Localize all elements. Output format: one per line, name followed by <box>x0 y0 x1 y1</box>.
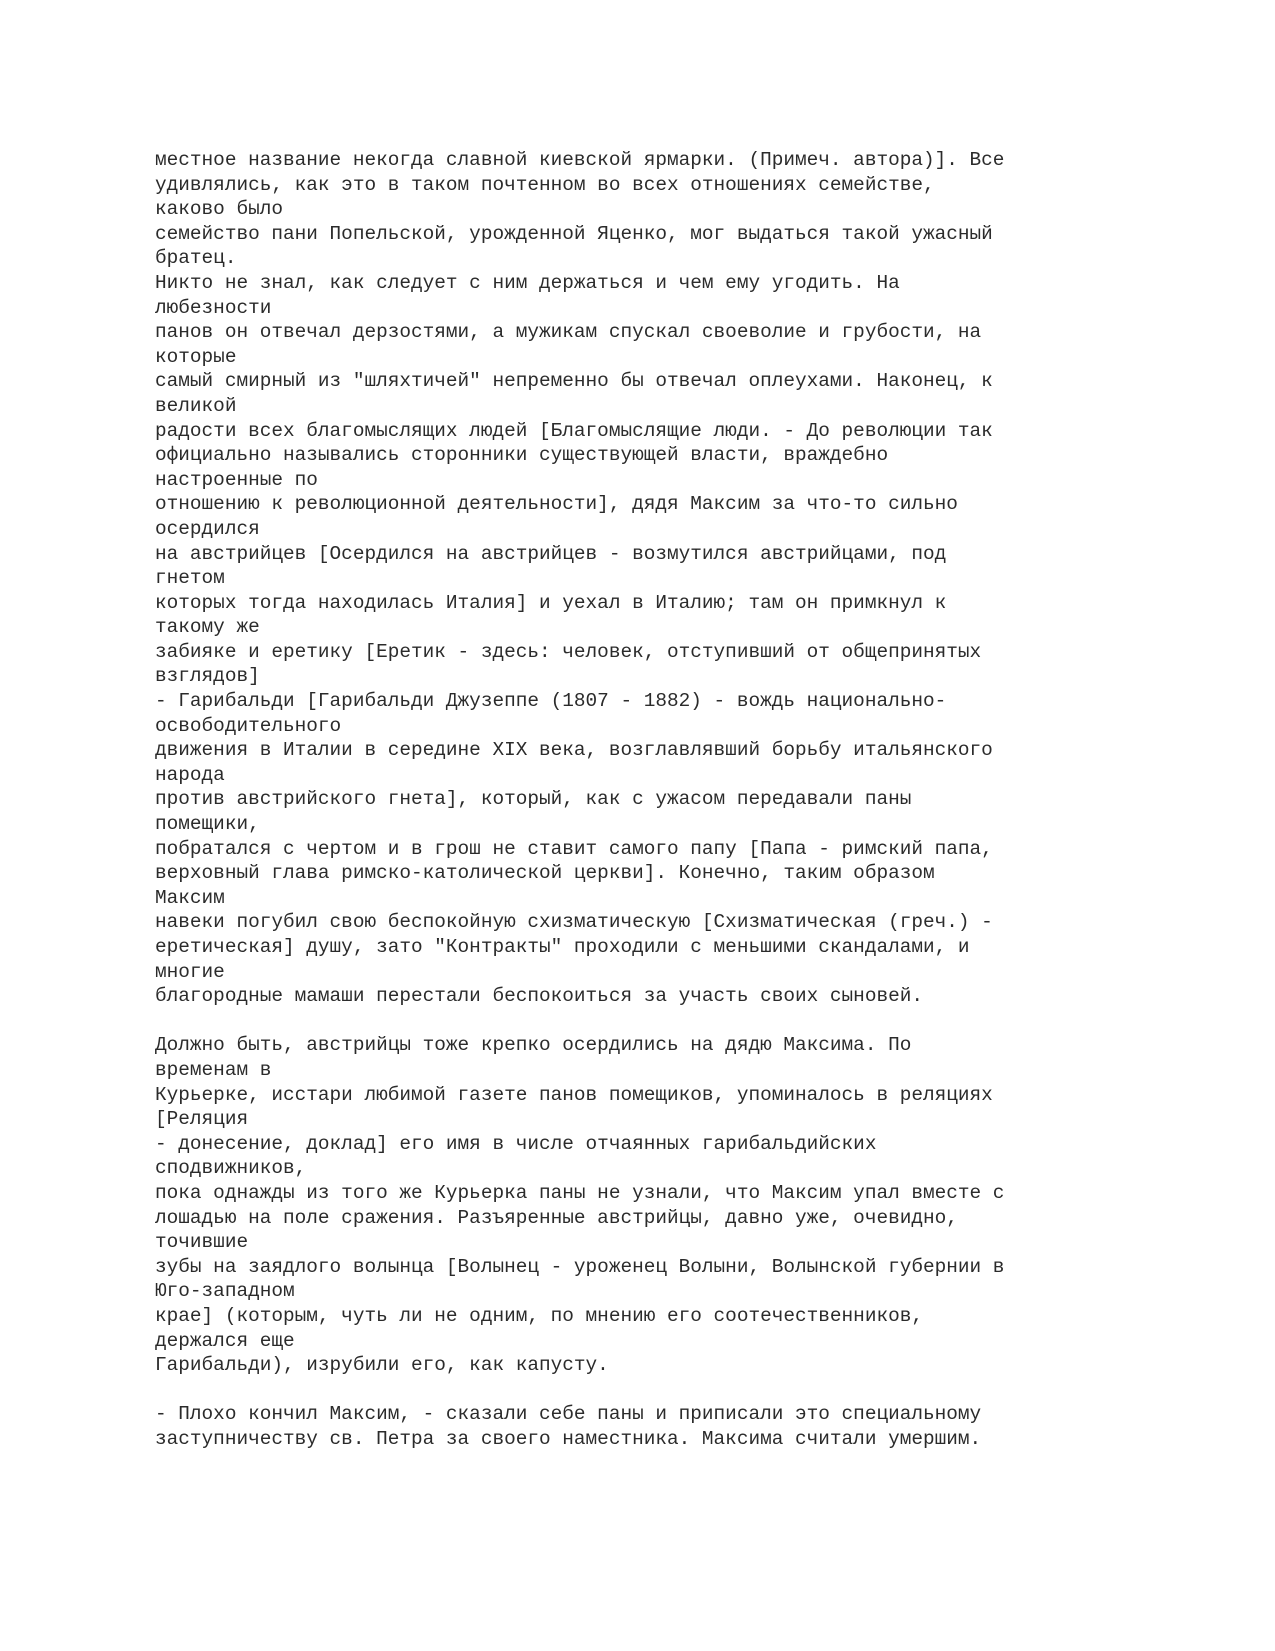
text-line: еретическая] душу, зато "Контракты" проходили с меньшими скандалами, и <box>155 936 970 958</box>
text-line: местное название некогда славной киевской ярмарки. (Примеч. автора)]. Все <box>155 149 1005 171</box>
text-line: крае] (которым, чуть ли не одним, по мнению его соотечественников, <box>155 1304 923 1327</box>
text-line: радости всех благомыслящих людей [Благомыслящие люди. - До революции так <box>155 419 993 442</box>
text-line: движения в Италии в середине XIX века, возглавлявший борьбу итальянского <box>155 739 993 762</box>
text-line: братец. <box>155 247 237 270</box>
text-line: удивлялись, как это в таком почтенном во всех отношениях семействе, <box>155 173 935 196</box>
text-line: настроенные по <box>155 468 318 491</box>
text-line: Гарибальди), изрубили его, как капусту. <box>155 1354 609 1377</box>
text-line: отношению к революционной деятельности], дядя Максим за что-то сильно <box>155 493 958 516</box>
text-line: сподвижников, <box>155 1157 307 1180</box>
text-line: Должно быть, австрийцы тоже крепко осердились на дядю Максима. По <box>155 1034 912 1057</box>
text-line: официально назывались сторонники существующей власти, враждебно <box>155 444 889 467</box>
text-line: гнетом <box>155 567 225 590</box>
text-line: великой <box>155 394 237 417</box>
text-line: осердился <box>155 517 260 540</box>
text-line: любезности <box>155 296 272 319</box>
text-line: на австрийцев [Осердился на австрийцев - возмутился австрийцами, под <box>155 542 947 565</box>
text-line: взглядов] <box>155 665 260 688</box>
text-line: побратался с чертом и в грош не ставит самого папу [Папа - римский папа, <box>155 837 993 860</box>
text-line: Юго-западном <box>155 1280 295 1303</box>
text-line: панов он отвечал дерзостями, а мужикам спускал своеволие и грубости, на <box>155 321 982 344</box>
text-line: - донесение, доклад] его имя в числе отчаянных гарибальдийских <box>155 1132 877 1155</box>
text-line: самый смирный из "шляхтичей" непременно бы отвечал оплеухами. Наконец, к <box>155 370 993 393</box>
text-line: верховный глава римско-католической церкви]. Конечно, таким образом <box>155 862 935 885</box>
text-line: точившие <box>155 1231 249 1254</box>
text-line: Максим <box>155 886 225 909</box>
text-line: семейство пани Попельской, урожденной Яценко, мог выдаться такой ужасный <box>155 222 993 245</box>
text-line: Курьерке, исстари любимой газете панов помещиков, упоминалось в реляциях <box>155 1083 993 1106</box>
paragraph-break <box>155 1378 1155 1403</box>
text-line: многие <box>155 960 225 983</box>
text-line: лошадью на поле сражения. Разъяренные австрийцы, давно уже, очевидно, <box>155 1206 958 1229</box>
text-line: пока однажды из того же Курьерка паны не узнали, что Максим упал вместе с <box>155 1181 1005 1204</box>
text-line: освободительного <box>155 714 342 737</box>
text-line: заступничеству св. Петра за своего наместника. Максима считали умершим. <box>155 1427 982 1450</box>
text-line: забияке и еретику [Еретик - здесь: человек, отступивший от общепринятых <box>155 640 982 663</box>
text-line: помещики, <box>155 813 260 836</box>
text-line: такому же <box>155 616 260 639</box>
body-text <box>155 148 1155 1451</box>
text-line: которых тогда находилась Италия] и уехал в Италию; там он примкнул к <box>155 591 947 614</box>
text-line: временам в <box>155 1058 272 1081</box>
text-line: держался еще <box>155 1329 295 1352</box>
text-line: народа <box>155 763 225 786</box>
text-line: благородные мамаши перестали беспокоиться за участь своих сыновей. <box>155 985 923 1008</box>
text-line: зубы на заядлого волынца [Волынец - уроженец Волыни, Волынской губернии в <box>155 1255 1005 1278</box>
text-line: - Гарибальди [Гарибальди Джузеппе (1807 - 1882) - вождь национально- <box>155 690 947 713</box>
text-line: против австрийского гнета], который, как с ужасом передавали паны <box>155 788 912 811</box>
text-line: каково было <box>155 198 283 221</box>
text-line: которые <box>155 345 237 368</box>
text-line: Никто не знал, как следует с ним держаться и чем ему угодить. На <box>155 271 900 294</box>
text-line: - Плохо кончил Максим, - сказали себе паны и приписали это специальному <box>155 1403 982 1426</box>
text-line: навеки погубил свою беспокойную схизматическую [Схизматическая (греч.) - <box>155 911 993 934</box>
text-line: [Реляция <box>155 1108 249 1131</box>
paragraph-break <box>155 1009 1155 1034</box>
